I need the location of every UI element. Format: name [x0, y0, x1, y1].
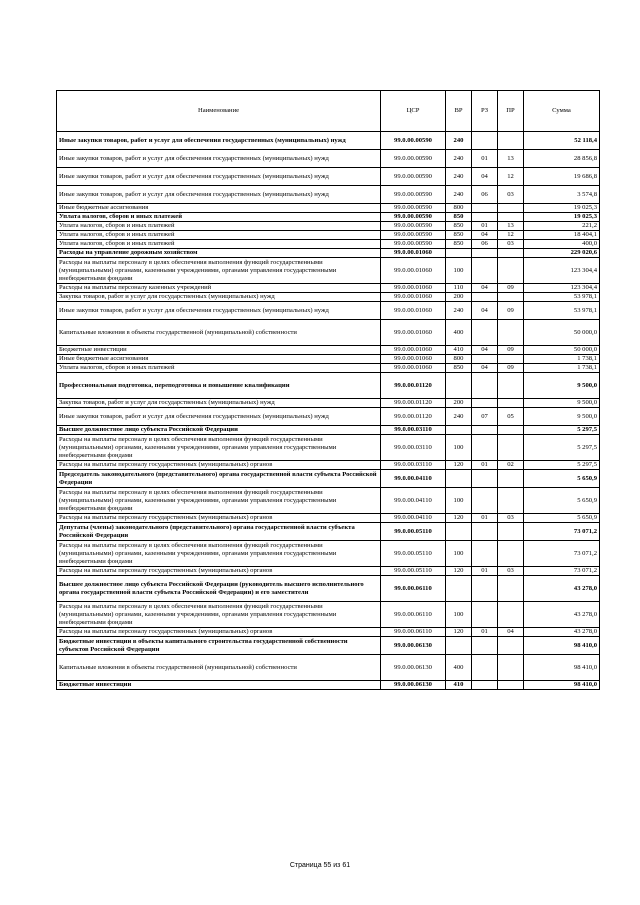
- cell-pr: 03: [498, 514, 524, 523]
- cell-sum: 43 278,0: [524, 602, 600, 628]
- table-row: [57, 426, 600, 435]
- cell-sum: 9 500,0: [524, 399, 600, 408]
- cell-name: Высшее должностное лицо субъекта Российской Федерации: [57, 426, 381, 435]
- page-footer: Страница 55 из 61: [289, 862, 351, 869]
- cell-rz: [472, 576, 498, 602]
- cell-sum: 9 500,0: [524, 408, 600, 426]
- cell-name: Расходы на выплаты персоналу в целях обеспечения выполнения функций государственными (муниципальными) органами, казенными учреждениями, органами управления государственными внебюджетными фондами: [57, 488, 381, 514]
- table-row: [57, 567, 600, 576]
- cell-vr: 120: [446, 628, 472, 637]
- table-row: [57, 231, 600, 240]
- table-row: [57, 373, 600, 399]
- cell-rz: [472, 541, 498, 567]
- cell-vr: 800: [446, 355, 472, 364]
- cell-csr: 99.0.00.05110: [381, 541, 446, 567]
- budget-table: [56, 90, 600, 690]
- cell-csr: 99.0.00.01060: [381, 258, 446, 284]
- cell-csr: 99.0.00.01120: [381, 399, 446, 408]
- cell-rz: [472, 132, 498, 150]
- cell-csr: 99.0.00.03110: [381, 461, 446, 470]
- table-row: [57, 320, 600, 346]
- cell-csr: 99.0.00.01060: [381, 355, 446, 364]
- table-row: [57, 186, 600, 204]
- cell-rz: 04: [472, 364, 498, 373]
- table-row: [57, 240, 600, 249]
- table-row: [57, 132, 600, 150]
- cell-rz: [472, 258, 498, 284]
- cell-pr: 09: [498, 364, 524, 373]
- table-row: [57, 408, 600, 426]
- cell-vr: [446, 470, 472, 488]
- cell-vr: 100: [446, 258, 472, 284]
- table-row: [57, 541, 600, 567]
- cell-pr: [498, 249, 524, 258]
- cell-pr: [498, 541, 524, 567]
- cell-sum: 3 574,8: [524, 186, 600, 204]
- table-row: [57, 204, 600, 213]
- cell-csr: 99.0.00.00590: [381, 213, 446, 222]
- cell-sum: 73 071,2: [524, 541, 600, 567]
- cell-rz: [472, 426, 498, 435]
- cell-csr: 99.0.00.06130: [381, 655, 446, 681]
- cell-rz: [472, 523, 498, 541]
- cell-rz: [472, 435, 498, 461]
- cell-rz: [472, 681, 498, 690]
- cell-pr: 03: [498, 240, 524, 249]
- cell-sum: 73 071,2: [524, 523, 600, 541]
- cell-name: Расходы на выплаты персоналу государственных (муниципальных) органов: [57, 567, 381, 576]
- cell-name: Уплата налогов, сборов и иных платежей: [57, 240, 381, 249]
- cell-vr: 100: [446, 541, 472, 567]
- cell-vr: 850: [446, 213, 472, 222]
- cell-csr: 99.0.00.06130: [381, 637, 446, 655]
- cell-vr: 100: [446, 435, 472, 461]
- cell-vr: 110: [446, 284, 472, 293]
- cell-pr: [498, 293, 524, 302]
- cell-vr: 240: [446, 302, 472, 320]
- cell-rz: [472, 373, 498, 399]
- cell-name: Иные закупки товаров, работ и услуг для обеспечения государственных (муниципальных) нужд: [57, 186, 381, 204]
- cell-csr: 99.0.00.00590: [381, 132, 446, 150]
- table-row: [57, 576, 600, 602]
- cell-csr: 99.0.00.03110: [381, 426, 446, 435]
- cell-sum: 18 404,1: [524, 231, 600, 240]
- cell-csr: 99.0.00.00590: [381, 240, 446, 249]
- cell-vr: 120: [446, 567, 472, 576]
- cell-name: Капитальные вложения в объекты государственной (муниципальной) собственности: [57, 320, 381, 346]
- cell-pr: [498, 426, 524, 435]
- cell-vr: 120: [446, 461, 472, 470]
- cell-vr: 240: [446, 168, 472, 186]
- cell-csr: 99.0.00.06130: [381, 681, 446, 690]
- cell-pr: 12: [498, 231, 524, 240]
- cell-sum: 1 738,1: [524, 364, 600, 373]
- table-row: [57, 364, 600, 373]
- table-row: [57, 681, 600, 690]
- cell-rz: 01: [472, 222, 498, 231]
- cell-csr: 99.0.00.00590: [381, 168, 446, 186]
- cell-vr: 400: [446, 655, 472, 681]
- header-rz: РЗ: [472, 91, 498, 132]
- table-header-row: [57, 91, 600, 132]
- cell-pr: 13: [498, 222, 524, 231]
- cell-sum: 9 500,0: [524, 373, 600, 399]
- cell-name: Депутаты (члены) законодательного (представительного) органа государственной власти субъекта Российской Федерации: [57, 523, 381, 541]
- cell-sum: 123 304,4: [524, 258, 600, 284]
- cell-rz: 06: [472, 240, 498, 249]
- table-row: [57, 249, 600, 258]
- cell-vr: 400: [446, 320, 472, 346]
- cell-vr: 850: [446, 364, 472, 373]
- cell-name: Иные закупки товаров, работ и услуг для обеспечения государственных (муниципальных) нужд: [57, 302, 381, 320]
- cell-vr: 200: [446, 293, 472, 302]
- cell-name: Уплата налогов, сборов и иных платежей: [57, 364, 381, 373]
- cell-sum: 123 304,4: [524, 284, 600, 293]
- cell-name: Иные бюджетные ассигнования: [57, 355, 381, 364]
- cell-csr: 99.0.00.01060: [381, 284, 446, 293]
- cell-csr: 99.0.00.00590: [381, 204, 446, 213]
- cell-sum: 5 297,5: [524, 426, 600, 435]
- cell-csr: 99.0.00.04110: [381, 488, 446, 514]
- cell-sum: 53 978,1: [524, 293, 600, 302]
- header-pr: ПР: [498, 91, 524, 132]
- cell-pr: [498, 373, 524, 399]
- cell-name: Бюджетные инвестиции в объекты капитального строительства государственной собственности субъектов Российской Федерации: [57, 637, 381, 655]
- table-row: [57, 284, 600, 293]
- cell-vr: [446, 373, 472, 399]
- cell-vr: 100: [446, 488, 472, 514]
- budget-table-page: [56, 90, 599, 690]
- cell-name: Расходы на выплаты персоналу в целях обеспечения выполнения функций государственными (муниципальными) органами, казенными учреждениями, органами управления государственными внебюджетными фондами: [57, 602, 381, 628]
- cell-name: Закупка товаров, работ и услуг для государственных (муниципальных) нужд: [57, 399, 381, 408]
- cell-csr: 99.0.00.06110: [381, 628, 446, 637]
- cell-name: Иные закупки товаров, работ и услуг для обеспечения государственных (муниципальных) нужд: [57, 408, 381, 426]
- cell-pr: [498, 132, 524, 150]
- cell-name: Закупка товаров, работ и услуг для государственных (муниципальных) нужд: [57, 293, 381, 302]
- cell-vr: 240: [446, 186, 472, 204]
- cell-csr: 99.0.00.00590: [381, 222, 446, 231]
- cell-vr: [446, 523, 472, 541]
- cell-pr: 03: [498, 186, 524, 204]
- cell-pr: 09: [498, 346, 524, 355]
- cell-rz: 04: [472, 168, 498, 186]
- cell-vr: [446, 426, 472, 435]
- cell-pr: 09: [498, 284, 524, 293]
- cell-rz: 04: [472, 302, 498, 320]
- cell-vr: 200: [446, 399, 472, 408]
- cell-rz: 01: [472, 514, 498, 523]
- cell-sum: 5 297,5: [524, 435, 600, 461]
- cell-name: Иные закупки товаров, работ и услуг для обеспечения государственных (муниципальных) нужд: [57, 168, 381, 186]
- cell-rz: [472, 213, 498, 222]
- table-row: [57, 168, 600, 186]
- cell-name: Расходы на выплаты персоналу государственных (муниципальных) органов: [57, 514, 381, 523]
- cell-csr: 99.0.00.00590: [381, 231, 446, 240]
- cell-pr: [498, 681, 524, 690]
- cell-rz: [472, 249, 498, 258]
- cell-sum: 98 410,0: [524, 637, 600, 655]
- cell-csr: 99.0.00.01060: [381, 364, 446, 373]
- cell-vr: 240: [446, 408, 472, 426]
- table-row: [57, 470, 600, 488]
- table-row: [57, 628, 600, 637]
- cell-pr: [498, 213, 524, 222]
- cell-name: Иные закупки товаров, работ и услуг для обеспечения государственных (муниципальных) нужд: [57, 132, 381, 150]
- cell-vr: 800: [446, 204, 472, 213]
- cell-rz: 04: [472, 346, 498, 355]
- cell-pr: [498, 355, 524, 364]
- cell-sum: 50 000,0: [524, 320, 600, 346]
- cell-rz: [472, 293, 498, 302]
- cell-csr: 99.0.00.01120: [381, 408, 446, 426]
- cell-rz: [472, 320, 498, 346]
- cell-sum: 50 000,0: [524, 346, 600, 355]
- cell-sum: 53 978,1: [524, 302, 600, 320]
- cell-vr: 410: [446, 681, 472, 690]
- cell-name: Расходы на выплаты персоналу в целях обеспечения выполнения функций государственными (муниципальными) органами, казенными учреждениями, органами управления государственными внебюджетными фондами: [57, 435, 381, 461]
- cell-rz: [472, 204, 498, 213]
- cell-csr: 99.0.00.00590: [381, 186, 446, 204]
- cell-name: Расходы на выплаты персоналу государственных (муниципальных) органов: [57, 628, 381, 637]
- table-row: [57, 222, 600, 231]
- cell-pr: [498, 258, 524, 284]
- cell-csr: 99.0.00.05110: [381, 523, 446, 541]
- cell-rz: [472, 399, 498, 408]
- table-body: [57, 132, 600, 690]
- cell-vr: 240: [446, 150, 472, 168]
- table-row: [57, 399, 600, 408]
- table-row: [57, 302, 600, 320]
- cell-sum: 73 071,2: [524, 567, 600, 576]
- cell-pr: 09: [498, 302, 524, 320]
- cell-rz: 01: [472, 150, 498, 168]
- cell-sum: 19 025,3: [524, 213, 600, 222]
- table-row: [57, 150, 600, 168]
- header-csr: ЦСР: [381, 91, 446, 132]
- cell-csr: 99.0.00.05110: [381, 567, 446, 576]
- cell-name: Уплата налогов, сборов и иных платежей: [57, 222, 381, 231]
- cell-sum: 5 650,9: [524, 488, 600, 514]
- cell-csr: 99.0.00.01060: [381, 249, 446, 258]
- cell-pr: 12: [498, 168, 524, 186]
- cell-pr: [498, 470, 524, 488]
- cell-pr: 02: [498, 461, 524, 470]
- cell-rz: [472, 637, 498, 655]
- cell-pr: [498, 435, 524, 461]
- cell-sum: 98 410,0: [524, 655, 600, 681]
- cell-rz: 01: [472, 567, 498, 576]
- header-name: Наименование: [57, 91, 381, 132]
- cell-csr: 99.0.00.00590: [381, 150, 446, 168]
- cell-vr: [446, 637, 472, 655]
- cell-sum: 43 278,0: [524, 628, 600, 637]
- table-row: [57, 293, 600, 302]
- cell-pr: 03: [498, 567, 524, 576]
- cell-rz: [472, 602, 498, 628]
- header-sum: Сумма: [524, 91, 600, 132]
- cell-rz: [472, 488, 498, 514]
- cell-name: Расходы на выплаты персоналу казенных учреждений: [57, 284, 381, 293]
- table-row: [57, 213, 600, 222]
- cell-sum: 1 738,1: [524, 355, 600, 364]
- cell-csr: 99.0.00.03110: [381, 435, 446, 461]
- cell-csr: 99.0.00.04110: [381, 470, 446, 488]
- cell-name: Председатель законодательного (представительного) органа государственной власти субъекта Российской Федерации: [57, 470, 381, 488]
- cell-vr: 850: [446, 231, 472, 240]
- cell-vr: 410: [446, 346, 472, 355]
- table-row: [57, 523, 600, 541]
- cell-csr: 99.0.00.01120: [381, 373, 446, 399]
- cell-pr: [498, 320, 524, 346]
- cell-pr: [498, 523, 524, 541]
- cell-name: Расходы на выплаты персоналу в целях обеспечения выполнения функций государственными (муниципальными) органами, казенными учреждениями, органами управления государственными внебюджетными фондами: [57, 258, 381, 284]
- table-row: [57, 346, 600, 355]
- table-row: [57, 637, 600, 655]
- cell-csr: 99.0.00.04110: [381, 514, 446, 523]
- cell-pr: 05: [498, 408, 524, 426]
- cell-rz: [472, 470, 498, 488]
- cell-name: Расходы на управление дорожным хозяйством: [57, 249, 381, 258]
- cell-pr: [498, 576, 524, 602]
- cell-rz: 01: [472, 461, 498, 470]
- cell-vr: 240: [446, 132, 472, 150]
- cell-name: Расходы на выплаты персоналу в целях обеспечения выполнения функций государственными (муниципальными) органами, казенными учреждениями, органами управления государственными внебюджетными фондами: [57, 541, 381, 567]
- cell-sum: 43 278,0: [524, 576, 600, 602]
- table-row: [57, 602, 600, 628]
- cell-pr: [498, 488, 524, 514]
- cell-vr: 100: [446, 602, 472, 628]
- cell-sum: 229 020,6: [524, 249, 600, 258]
- cell-csr: 99.0.00.01060: [381, 346, 446, 355]
- cell-rz: 06: [472, 186, 498, 204]
- cell-name: Уплата налогов, сборов и иных платежей: [57, 231, 381, 240]
- cell-name: Иные закупки товаров, работ и услуг для обеспечения государственных (муниципальных) нужд: [57, 150, 381, 168]
- cell-pr: 13: [498, 150, 524, 168]
- cell-csr: 99.0.00.01060: [381, 293, 446, 302]
- cell-vr: 850: [446, 222, 472, 231]
- cell-name: Бюджетные инвестиции: [57, 681, 381, 690]
- cell-sum: 5 297,5: [524, 461, 600, 470]
- cell-name: Бюджетные инвестиции: [57, 346, 381, 355]
- cell-vr: [446, 576, 472, 602]
- cell-vr: 120: [446, 514, 472, 523]
- cell-pr: [498, 637, 524, 655]
- cell-pr: [498, 655, 524, 681]
- cell-rz: 01: [472, 628, 498, 637]
- cell-pr: [498, 204, 524, 213]
- cell-rz: 04: [472, 231, 498, 240]
- header-vr: ВР: [446, 91, 472, 132]
- table-row: [57, 355, 600, 364]
- cell-name: Капитальные вложения в объекты государственной (муниципальной) собственности: [57, 655, 381, 681]
- cell-sum: 5 650,9: [524, 514, 600, 523]
- cell-vr: 850: [446, 240, 472, 249]
- cell-vr: [446, 249, 472, 258]
- cell-sum: 19 025,3: [524, 204, 600, 213]
- cell-csr: 99.0.00.06110: [381, 576, 446, 602]
- cell-sum: 28 856,8: [524, 150, 600, 168]
- cell-sum: 19 686,8: [524, 168, 600, 186]
- table-row: [57, 461, 600, 470]
- cell-sum: 98 410,0: [524, 681, 600, 690]
- cell-csr: 99.0.00.06110: [381, 602, 446, 628]
- cell-name: Уплата налогов, сборов и иных платежей: [57, 213, 381, 222]
- cell-name: Расходы на выплаты персоналу государственных (муниципальных) органов: [57, 461, 381, 470]
- cell-name: Иные бюджетные ассигнования: [57, 204, 381, 213]
- cell-sum: 221,2: [524, 222, 600, 231]
- table-row: [57, 655, 600, 681]
- cell-sum: 5 650,9: [524, 470, 600, 488]
- cell-name: Высшее должностное лицо субъекта Российской Федерации (руководитель высшего исполнительного органа государственной власти субъекта Российской Федерации) и его заместители: [57, 576, 381, 602]
- table-row: [57, 488, 600, 514]
- cell-rz: 07: [472, 408, 498, 426]
- cell-csr: 99.0.00.01060: [381, 320, 446, 346]
- table-row: [57, 514, 600, 523]
- cell-rz: [472, 355, 498, 364]
- cell-csr: 99.0.00.01060: [381, 302, 446, 320]
- table-row: [57, 258, 600, 284]
- cell-rz: 04: [472, 284, 498, 293]
- cell-rz: [472, 655, 498, 681]
- cell-sum: 400,0: [524, 240, 600, 249]
- table-row: [57, 435, 600, 461]
- cell-pr: [498, 602, 524, 628]
- cell-pr: [498, 399, 524, 408]
- cell-pr: 04: [498, 628, 524, 637]
- cell-sum: 52 118,4: [524, 132, 600, 150]
- cell-name: Профессиональная подготовка, переподготовка и повышение квалификации: [57, 373, 381, 399]
